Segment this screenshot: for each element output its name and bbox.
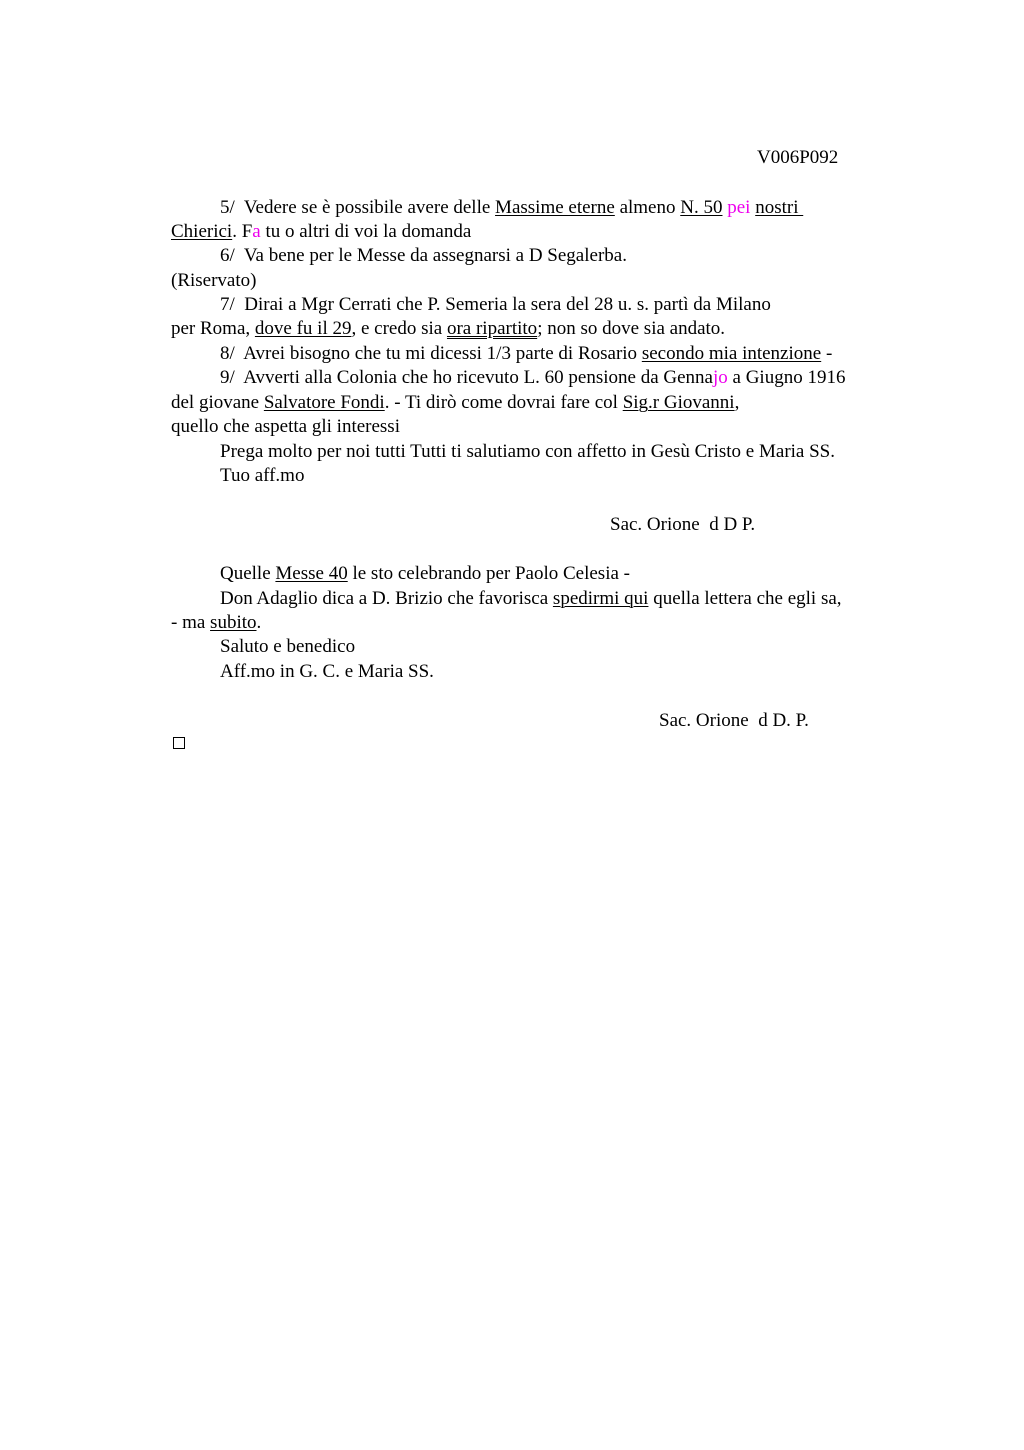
underlined-secondo-mia-intenzione: secondo mia intenzione (641, 343, 822, 364)
highlighted-a: a (252, 221, 261, 242)
ps-saluto: Saluto e benedico (220, 636, 356, 657)
item-9-line-2: del giovane Salvatore Fondi. - Ti dirò come dovrai fare col Sig.r Giovanni, (171, 392, 740, 413)
underlined-n50: N. 50 (680, 197, 723, 218)
signature-2: Sac. Orione d D. P. (659, 710, 809, 731)
item-7-line-2: per Roma, dove fu il 29, e credo sia ora ripartito; non so dove sia andato. (171, 318, 726, 339)
item-9-line-3: quello che aspetta gli interessi (171, 416, 400, 437)
empty-box-icon (173, 737, 185, 749)
underlined-sig-giovanni: Sig.r Giovanni (622, 392, 735, 413)
ps-line-3: - ma subito. (171, 612, 262, 633)
signature-1: Sac. Orione d D P. (610, 514, 756, 535)
tuo-affmo: Tuo aff.mo (220, 465, 305, 486)
underlined-dove-fu-il-29: dove fu il 29 (254, 318, 352, 339)
ps-line-2: Don Adaglio dica a D. Brizio che favorisca spedirmi qui quella lettera che egli sa, (220, 588, 842, 609)
underlined-spedirmi-qui: spedirmi qui (552, 588, 649, 609)
underlined-chierici: Chierici (171, 221, 233, 242)
double-underlined-ora-ripartito: ora ripartito (446, 318, 538, 339)
underlined-nostri: nostri (755, 197, 804, 218)
item-5-line-2: Chierici. Fa tu o altri di voi la domanda (171, 221, 472, 242)
highlighted-pei: pei (727, 197, 751, 218)
underlined-salvatore-fondi: Salvatore Fondi (263, 392, 385, 413)
riservato-label: (Riservato) (171, 270, 257, 291)
ps-line-1: Quelle Messe 40 le sto celebrando per Paolo Celesia - (220, 563, 630, 584)
prega-line: Prega molto per noi tutti Tutti ti salutiamo con affetto in Gesù Cristo e Maria SS. (220, 441, 835, 462)
item-8: 8/ Avrei bisogno che tu mi dicessi 1/3 parte di Rosario secondo mia intenzione - (220, 343, 833, 364)
underlined-messe-40: Messe 40 (275, 563, 348, 584)
highlighted-jo: jo (712, 367, 728, 388)
document-reference: V006P092 (757, 147, 839, 168)
item-9-line-1: 9/ Avverti alla Colonia che ho ricevuto L. 60 pensione da Gennajo a Giugno 1916 (220, 367, 846, 388)
underlined-subito: subito (210, 612, 257, 633)
ps-aff: Aff.mo in G. C. e Maria SS. (220, 661, 434, 682)
item-6: 6/ Va bene per le Messe da assegnarsi a D Segalerba. (220, 245, 627, 266)
item-7-line-1: 7/ Dirai a Mgr Cerrati che P. Semeria la sera del 28 u. s. partì da Milano (220, 294, 771, 315)
item-5-line-1: 5/ Vedere se è possibile avere delle Massime eterne almeno N. 50 pei nostri (220, 197, 804, 218)
underlined-massime-eterne: Massime eterne (495, 197, 615, 218)
